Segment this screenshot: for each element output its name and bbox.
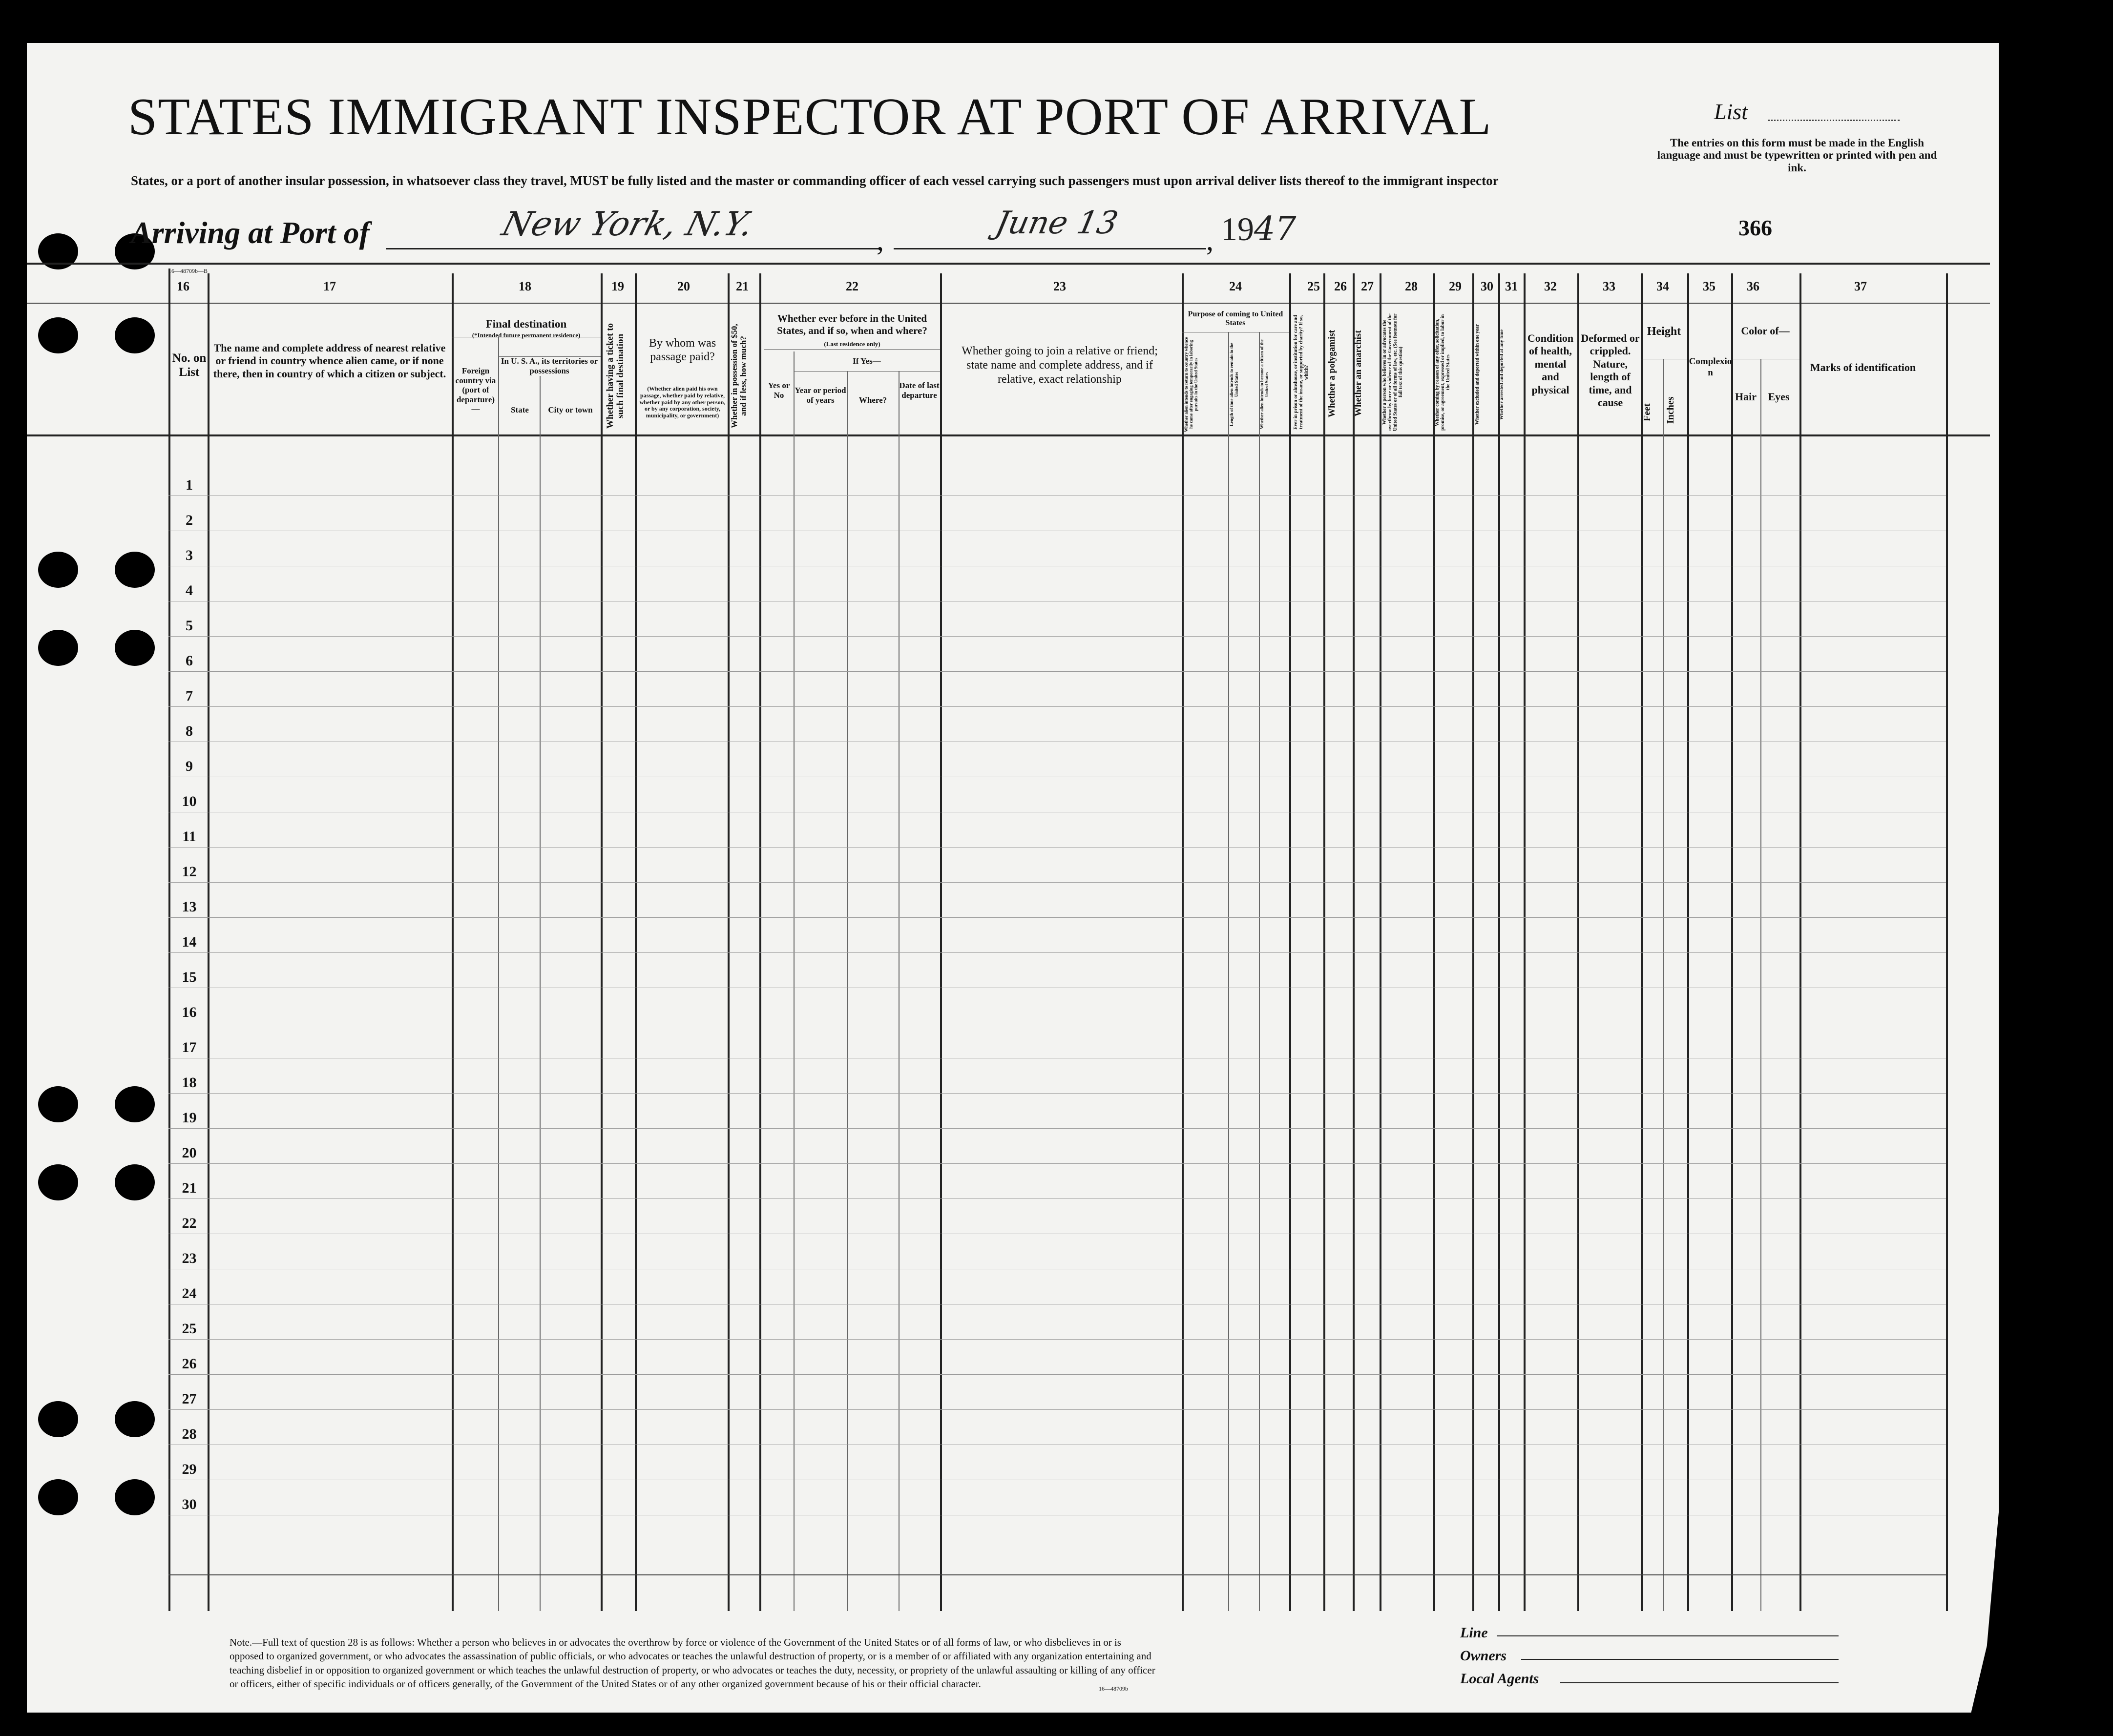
column-number: 18 xyxy=(519,279,531,293)
row-number: 25 xyxy=(182,1321,197,1337)
column-divider xyxy=(847,371,848,1611)
col35-header: Complexion xyxy=(1689,356,1732,378)
year-handwritten: 47 xyxy=(1254,210,1297,248)
column-divider xyxy=(1663,359,1664,1611)
column-divider xyxy=(1641,273,1643,1611)
row-line xyxy=(168,1163,1946,1164)
owners-field[interactable] xyxy=(1521,1659,1839,1660)
col22-title: Whether ever before in the United States, and if so, when and where? xyxy=(777,312,927,337)
column-number-rule xyxy=(27,303,1990,304)
row-number: 8 xyxy=(186,723,193,739)
col36-title: Color of— xyxy=(1741,325,1790,337)
col23-header: Whether going to join a relative or friend; state name and complete address, and if relative, exact relationship xyxy=(962,345,1158,386)
column-divider xyxy=(1577,273,1579,1611)
column-number: 21 xyxy=(736,279,749,293)
column-number: 31 xyxy=(1505,279,1518,293)
row-number: 19 xyxy=(182,1110,197,1126)
comma: , xyxy=(877,224,884,256)
table-bottom-rule xyxy=(168,1574,1946,1575)
list-label: List xyxy=(1714,99,1748,124)
row-line xyxy=(168,1339,1946,1340)
punch-hole xyxy=(115,630,155,666)
row-number: 13 xyxy=(182,899,197,915)
page-number: 366 xyxy=(1738,215,1772,240)
column-divider xyxy=(728,273,730,1611)
col22-date: Date of last departure xyxy=(899,381,940,400)
form-subtitle: States, or a port of another insular possession, in whatsoever class they travel, MUST be fully listed and the master or commanding officer of each vessel carrying such passengers must upon arrival deliver lists thereof to the immigrant inspector xyxy=(131,173,1499,188)
column-number: 32 xyxy=(1544,279,1557,293)
header-rule xyxy=(27,263,1990,265)
punch-hole xyxy=(38,1401,78,1437)
year-prefix: 19 xyxy=(1221,210,1254,248)
row-number: 14 xyxy=(182,934,197,950)
col33-header: Deformed or crippled. Nature, length of time, and cause xyxy=(1581,332,1640,409)
col18-state: State xyxy=(511,405,529,414)
column-divider xyxy=(1731,273,1733,1611)
column-divider xyxy=(1946,273,1948,1611)
punch-hole xyxy=(38,1479,78,1515)
col24-b: Length of time alien intends to remain in the United States xyxy=(1229,343,1239,426)
row-number: 6 xyxy=(186,653,193,669)
row-number: 12 xyxy=(182,864,197,880)
column-divider xyxy=(452,273,454,1611)
column-number: 26 xyxy=(1334,279,1347,293)
page-title: STATES IMMIGRANT INSPECTOR AT PORT OF ARRIVAL xyxy=(128,88,1492,146)
column-number: 19 xyxy=(611,279,624,293)
row-line xyxy=(168,952,1946,953)
column-divider xyxy=(1472,273,1474,1611)
row-number: 15 xyxy=(182,969,197,985)
column-divider xyxy=(940,273,942,1611)
column-divider xyxy=(759,273,761,1611)
line-label: Line xyxy=(1460,1625,1488,1641)
punch-hole xyxy=(38,552,78,588)
col34-title: Height xyxy=(1647,325,1681,338)
col26-header: Whether a polygamist xyxy=(1327,330,1337,417)
column-divider xyxy=(1799,273,1801,1611)
row-line xyxy=(168,1128,1946,1129)
punch-hole xyxy=(115,1164,155,1200)
footnote: Note.—Full text of question 28 is as follows: Whether a person who believes in or advocates the overthrow by force or violence of the Government of the United States or of all forms of law, or who disbelieves in or is opposed to organized government, or who advocates the assassination of public officials, or who advocates or teaches the unlawful destruction of property, or is a member of or affiliated with any organization entertaining and teaching disbelief in or opposition to organized government or which teaches the unlawful destruction of property, or who advocates or teaches the duty, necessity, or propriety of the unlawful assaulting or killing of any officer or officers, either of specific individuals or of officers generally, of the Government of the United States or of any other organized government because of his or their official character. xyxy=(230,1636,1155,1690)
col18-title: Final destination xyxy=(485,318,567,330)
row-number: 28 xyxy=(182,1426,197,1442)
row-line xyxy=(168,1093,1946,1094)
punch-hole xyxy=(38,630,78,666)
row-number: 26 xyxy=(182,1356,197,1372)
col29-header: Whether coming by reason of any offer, solicitation, promise, or agreement, expressed or implied, to labor in the United States xyxy=(1435,314,1451,431)
column-divider xyxy=(1289,273,1291,1611)
row-number: 30 xyxy=(182,1496,197,1512)
row-line xyxy=(168,882,1946,883)
column-divider xyxy=(1182,273,1184,1611)
column-divider xyxy=(1760,359,1761,1611)
column-divider xyxy=(540,376,541,1611)
row-number: 5 xyxy=(186,618,193,634)
col18-note: (*Intended future permanent residence) xyxy=(472,331,581,339)
col22-note: (Last residence only) xyxy=(824,340,880,348)
row-number: 9 xyxy=(186,758,193,774)
column-number: 36 xyxy=(1747,279,1759,293)
col34-inches: Inches xyxy=(1665,396,1676,424)
column-divider xyxy=(601,273,603,1611)
col24-c: Whether alien intends to become a citizen of the United States xyxy=(1259,339,1269,430)
footnote-form-code: 16—48709b xyxy=(1099,1685,1128,1692)
column-number: 22 xyxy=(846,279,858,293)
column-number: 33 xyxy=(1603,279,1615,293)
column-divider xyxy=(1380,273,1381,1611)
row-number: 29 xyxy=(182,1461,197,1477)
col28-header: Whether a person who believes in or advocates the overthrow by force or violence of the Government of the United States or of all forms of law, etc. (See footnote for full text of this question) xyxy=(1382,313,1403,431)
col30-header: Whether excluded and deported within one year xyxy=(1475,324,1480,425)
col16-header: No. on List xyxy=(172,351,207,379)
column-number: 37 xyxy=(1854,279,1867,293)
row-number: 22 xyxy=(182,1215,197,1231)
column-number: 16 xyxy=(177,279,189,293)
line-field[interactable] xyxy=(1497,1635,1839,1636)
column-number: 30 xyxy=(1481,279,1493,293)
column-divider xyxy=(1259,332,1260,1611)
column-number: 20 xyxy=(677,279,690,293)
column-number: 29 xyxy=(1449,279,1462,293)
column-number: 24 xyxy=(1229,279,1242,293)
col22-where: Where? xyxy=(858,395,887,405)
col27-header: Whether an anarchist xyxy=(1353,330,1363,417)
col20-note: (Whether alien paid his own passage, whether paid by relative, whether paid by any other person, or by any corporation, society, municipality, or government) xyxy=(639,385,726,419)
column-number: 28 xyxy=(1405,279,1418,293)
column-number: 17 xyxy=(323,279,336,293)
punch-hole xyxy=(38,317,78,353)
row-line xyxy=(168,917,1946,918)
row-number: 3 xyxy=(186,547,193,563)
row-number: 1 xyxy=(186,477,193,493)
column-divider xyxy=(1353,273,1355,1611)
column-header-rule xyxy=(27,434,1990,436)
col32-header: Condition of health, mental and physical xyxy=(1527,332,1574,396)
column-divider xyxy=(1687,273,1689,1611)
row-number: 2 xyxy=(186,512,193,528)
column-divider xyxy=(1228,332,1229,1611)
row-number: 27 xyxy=(182,1391,197,1407)
punch-hole xyxy=(115,552,155,588)
row-number: 16 xyxy=(182,1004,197,1020)
agents-label: Local Agents xyxy=(1460,1671,1539,1687)
form-code: 16—48709b—B xyxy=(168,268,208,274)
column-divider xyxy=(899,371,900,1611)
comma: , xyxy=(1206,224,1213,256)
col24-title: Purpose of coming to United States xyxy=(1188,310,1283,328)
col34-feet: Feet xyxy=(1642,403,1653,422)
form-instructions: The entries on this form must be made in the English language and must be typewritten or printed with pen and ink. xyxy=(1657,137,1937,174)
row-number: 24 xyxy=(182,1285,197,1302)
agents-field[interactable] xyxy=(1560,1682,1839,1683)
row-number: 11 xyxy=(182,828,196,845)
column-divider xyxy=(1433,273,1435,1611)
row-line xyxy=(168,1409,1946,1410)
row-number: 20 xyxy=(182,1145,197,1161)
row-number: 7 xyxy=(186,688,193,704)
port-fill-line xyxy=(386,248,879,249)
column-divider xyxy=(1323,273,1325,1611)
column-divider xyxy=(635,273,637,1611)
row-number: 4 xyxy=(186,582,193,599)
column-number: 25 xyxy=(1307,279,1320,293)
punch-hole xyxy=(38,1086,78,1122)
column-divider xyxy=(1524,273,1526,1611)
column-number: 23 xyxy=(1053,279,1066,293)
row-line xyxy=(168,706,1946,707)
column-number: 27 xyxy=(1361,279,1374,293)
column-number: 35 xyxy=(1703,279,1716,293)
list-number-line xyxy=(1768,120,1900,121)
punch-hole xyxy=(38,1164,78,1200)
col18-usa: In U. S. A., its territories or possessions xyxy=(501,356,598,375)
column-divider xyxy=(498,337,499,1611)
punch-hole xyxy=(115,1401,155,1437)
punch-hole xyxy=(115,317,155,353)
row-number: 10 xyxy=(182,793,197,809)
header-subrule xyxy=(764,349,940,350)
port-handwritten: New York, N.Y. xyxy=(498,205,758,244)
row-number: 23 xyxy=(182,1250,197,1266)
col37-header: Marks of identification xyxy=(1810,361,1916,373)
row-line xyxy=(168,636,1946,637)
column-divider xyxy=(1498,273,1500,1611)
row-line xyxy=(168,671,1946,672)
col31-header: Whether arrested and deported at any time xyxy=(1499,329,1505,420)
col25-header: Ever in prison or almshouse, or institution for care and treatment of the insane, or supported by charity? If so, which? xyxy=(1293,315,1309,430)
row-line xyxy=(168,1374,1946,1375)
col22-yesno: Yes or No xyxy=(768,381,790,400)
date-handwritten: June 13 xyxy=(992,205,1121,241)
arriving-label: Arriving at Port of xyxy=(131,215,370,250)
row-number: 17 xyxy=(182,1039,197,1055)
col22-ifyes: If Yes— xyxy=(853,356,881,366)
col24-a: Whether alien intends to return to country whence he came after engaging temporarily in laboring pursuits in the United States xyxy=(1184,337,1198,432)
row-number: 18 xyxy=(182,1075,197,1091)
header-subrule xyxy=(498,356,601,357)
col20-title: By whom was passage paid? xyxy=(649,337,716,363)
header-subrule xyxy=(794,371,940,372)
col22-years: Year or period of years xyxy=(795,386,846,405)
column-number: 34 xyxy=(1656,279,1669,293)
row-number: 21 xyxy=(182,1180,197,1196)
col36-hair: Hair xyxy=(1735,391,1757,403)
date-fill-line xyxy=(894,248,1206,249)
col36-eyes: Eyes xyxy=(1768,391,1790,403)
punch-hole xyxy=(115,1479,155,1515)
column-divider xyxy=(794,351,795,1611)
col21-header: Whether in possession of $50, and if less, how much? xyxy=(730,324,748,428)
year xyxy=(1221,210,1297,248)
owners-label: Owners xyxy=(1460,1648,1507,1664)
punch-hole xyxy=(115,1086,155,1122)
col17-header: The name and complete address of nearest relative or friend in country whence alien came, or if none there, then in country of which a citizen or subject. xyxy=(213,342,446,380)
col18-city: City or town xyxy=(548,405,593,414)
col18-foreign: Foreign country via (port of departure)— xyxy=(455,366,496,414)
col19-header: Whether having a ticket to such final destination xyxy=(605,323,626,429)
